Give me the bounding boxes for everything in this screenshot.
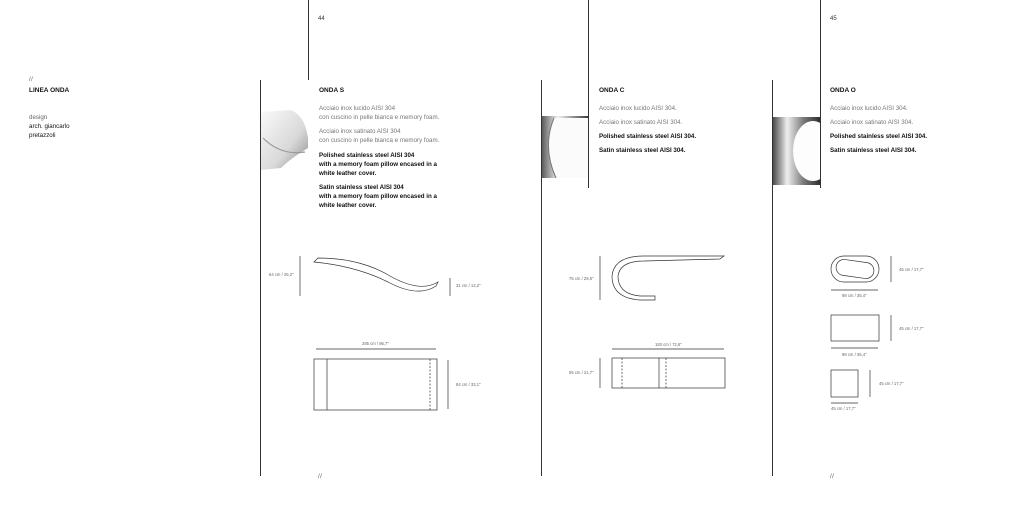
onda-s-dim-length: 285 cm / 86,7" xyxy=(362,341,389,346)
designer-name: arch. giancarlo pretazzoli xyxy=(29,123,70,139)
onda-o-photo xyxy=(773,115,820,187)
onda-s-photo xyxy=(261,108,308,170)
onda-s-desc-3: Polished stainless steel AISI 304 with a memory foam pillow encased in a white leather cover. xyxy=(319,152,437,177)
design-label: design xyxy=(29,114,48,121)
onda-s-top-drawing xyxy=(314,349,448,410)
onda-s-dim-height: 64 cm / 25,2" xyxy=(269,272,294,277)
page-number-left: 44 xyxy=(318,16,325,22)
onda-c-dim-height: 75 cm / 29,5" xyxy=(569,276,594,281)
column-rule-4 xyxy=(588,0,589,188)
column-rule-6 xyxy=(820,0,821,188)
onda-o-desc-3: Polished stainless steel AISI 304. xyxy=(830,133,928,140)
onda-o-dim-top-width: 98 cm / 35,4" xyxy=(842,293,867,298)
onda-o-dim-side-height: 45 cm / 17,7" xyxy=(879,381,904,386)
onda-o-desc-2: Acciaio inox satinato AISI 304. xyxy=(830,119,914,126)
product-title-onda-c: ONDA C xyxy=(599,87,625,94)
page-number-right: 45 xyxy=(830,16,837,22)
onda-s-dim-depth: 84 cm / 33,1" xyxy=(456,382,481,387)
onda-s-desc-4: Satin stainless steel AISI 304 with a memory foam pillow encased in a white leather cover. xyxy=(319,184,437,209)
onda-o-desc-4: Satin stainless steel AISI 304. xyxy=(830,147,917,154)
onda-c-side-drawing xyxy=(600,256,724,300)
onda-c-desc-3: Polished stainless steel AISI 304. xyxy=(599,133,697,140)
onda-c-top-drawing xyxy=(600,349,725,388)
onda-o-dim-side-width: 45 cm / 17,7" xyxy=(831,406,856,411)
onda-s-dim-seat-height: 31 cm / 12,2" xyxy=(456,283,481,288)
footer-mark-right: // xyxy=(830,474,835,480)
section-slashes: // xyxy=(29,77,34,83)
onda-c-desc-1: Acciaio inox lucido AISI 304. xyxy=(599,105,677,112)
onda-o-dim-front-height: 45 cm / 17,7" xyxy=(899,326,924,331)
onda-s-desc-2: Acciaio inox satinato AISI 304 con cuscino in pelle bianca e memory foam. xyxy=(319,128,440,144)
onda-s-desc-1: Acciaio inox lucido AISI 304 con cuscino in pelle bianca e memory foam. xyxy=(319,105,440,121)
footer-mark-left: // xyxy=(318,474,323,480)
onda-c-dim-depth: 55 cm / 21,7" xyxy=(569,370,594,375)
column-rule-2 xyxy=(308,0,309,80)
onda-o-dim-top-height: 45 cm / 17,7" xyxy=(899,267,924,272)
onda-c-dim-length: 183 cm / 72,6" xyxy=(655,342,682,347)
product-title-onda-s: ONDA S xyxy=(319,87,345,94)
onda-c-desc-4: Satin stainless steel AISI 304. xyxy=(599,147,686,154)
collection-title: LINEA ONDA xyxy=(29,87,70,94)
onda-s-side-drawing xyxy=(300,256,450,296)
onda-o-desc-1: Acciaio inox lucido AISI 304. xyxy=(830,105,908,112)
onda-c-desc-2: Acciaio inox satinato AISI 304. xyxy=(599,119,683,126)
onda-o-dim-front-width: 98 cm / 35,4" xyxy=(842,352,867,357)
onda-c-photo xyxy=(542,112,588,182)
product-title-onda-o: ONDA O xyxy=(830,87,856,94)
